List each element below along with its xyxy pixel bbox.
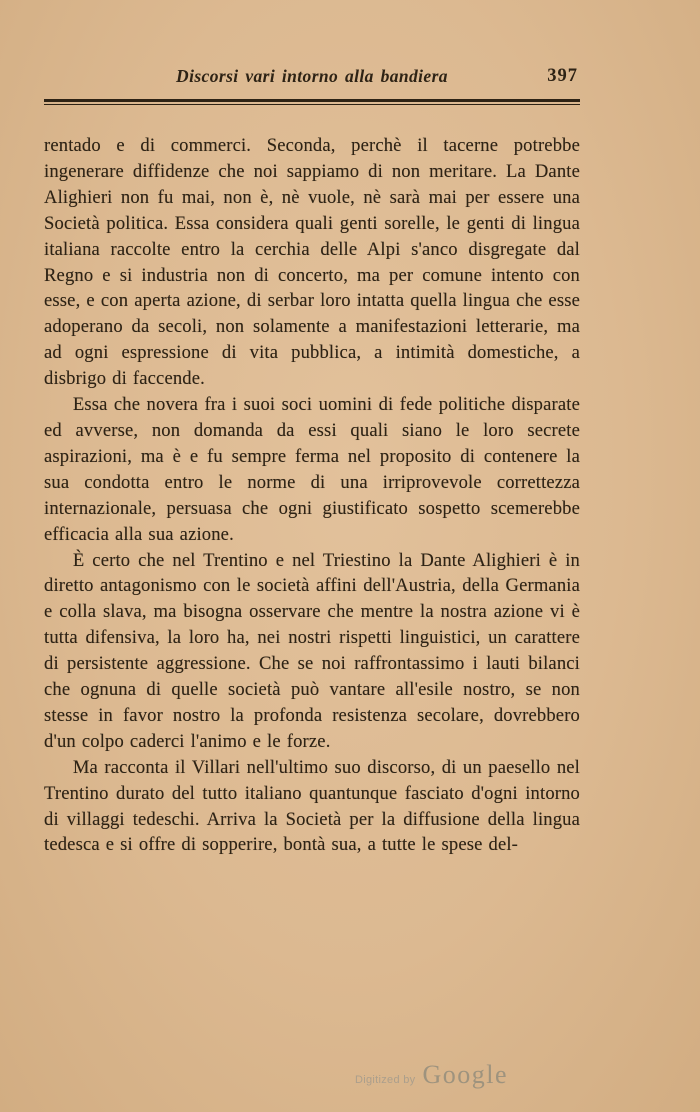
page-number: 397 (547, 66, 578, 86)
paragraph: Essa che novera fra i suoi soci uomini di fede politiche disparate ed avverse, non domanda da essi quali siano le loro secrete aspirazioni, ma è e fu sempre ferma nel proposito di contenere la sua condotta entro le norme di una irriprovevole correttezza internazionale, persuasa che ogni giustificato sospetto scemerebbe efficacia alla sua azione. (44, 394, 580, 545)
page-header (44, 66, 580, 105)
paragraph: rentado e di commerci. Seconda, perchè il tacerne potrebbe ingenerare diffidenze che noi sappiamo di non meritare. La Dante Alighieri non fu mai, non è, nè vuole, nè sarà mai per essere una Società politica. Essa considera quali genti sorelle, le genti di lingua italiana raccolte entro la cerchia delle Alpi s'anco disgregate dal Regno e si industria non di concerto, ma per comune intento con esse, e con aperta azione, di serbar loro intatta quella lingua che esse adoperano da secoli, non solamente a manifestazioni letterarie, ma ad ogni espressione di vita pubblica, a intimità domestiche, a disbrigo di faccende. (44, 135, 580, 390)
running-head-title: Discorsi vari intorno alla bandiera (176, 66, 448, 86)
google-watermark: Google (422, 1060, 508, 1089)
page-footer (355, 1060, 508, 1090)
paragraph: Ma racconta il Villari nell'ultimo suo discorso, di un paesello nel Trentino durato del tutto italiano quantunque fasciato d'ogni intorno di villaggi tedeschi. Arriva la Società per la diffusione della lingua tedesca e si offre di sopperire, bontà sua, a tutte le spese del- (44, 756, 580, 856)
header-double-rule (44, 99, 580, 105)
digitized-by-label: Digitized by (354, 1074, 416, 1086)
paragraph: È certo che nel Trentino e nel Triestino la Dante Alighieri è in diretto antagonismo con le società affini dell'Austria, della Germania e colla slava, ma bisogna osservare che mentre la nostra azione vi è tutta difensiva, la loro ha, nei nostri rispetti linguistici, un carattere di persistente aggressione. Che se noi raffrontassimo i lauti bilanci che ognuna di quelle società può vantare all'esile nostro, se non stesse in favor nostro la profonda resistenza secolare, dovrebbero d'un colpo caderci l'animo e le forze. (44, 549, 580, 752)
header-row (44, 66, 580, 92)
page-body (44, 133, 580, 858)
page-content (44, 66, 580, 858)
